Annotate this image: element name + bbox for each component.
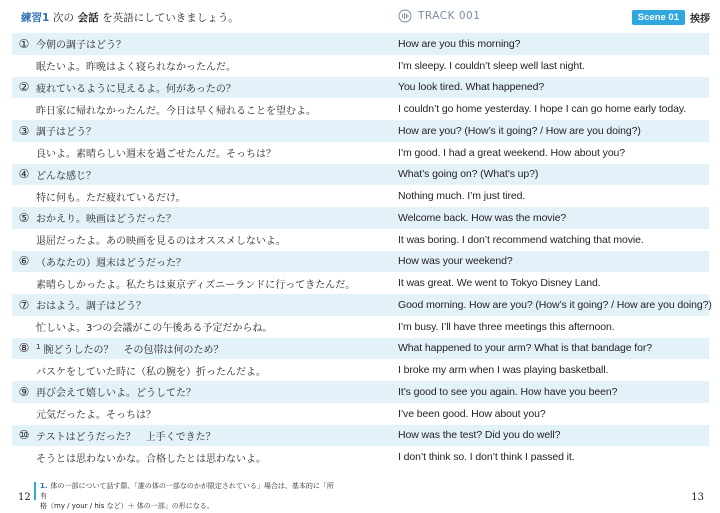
answer-row [12,55,709,77]
footnote-bar [34,482,36,500]
page-number-right: 13 [691,492,704,503]
japanese-text [36,363,266,378]
scene-badge: Scene 01 [632,10,685,25]
japanese-sentence: テストはどうだった？ 上手くできた？ [36,431,216,443]
answer-row [12,185,709,207]
page-header [0,0,720,32]
english-translation: I’m good. I had a great weekend. How about you? [398,146,626,159]
question-row [12,381,709,403]
item-number: ⑦ [18,297,30,312]
question-row [12,207,709,229]
english-translation: How was your weekend? [398,255,513,268]
english-translation: Good morning. How are you? (How’s it going? / How are you doing?) [398,298,712,311]
japanese-text [36,276,355,291]
question-row [12,251,709,273]
japanese-sentence: 再び会えて嬉しいよ。どうしてた？ [36,388,196,400]
english-translation: How was the test? Did you do well? [398,429,561,442]
answer-row [12,316,709,338]
japanese-text [36,210,176,225]
answer-row [12,272,709,294]
dialogue-table [12,33,712,468]
english-translation: How are you? (How’s it going? / How are you doing?) [398,124,641,137]
japanese-text [36,297,146,312]
japanese-sentence: 今朝の調子はどう？ [36,40,126,52]
japanese-sentence: 腕どうしたの？ その包帯は何のため？ [43,344,224,356]
exercise-heading [21,10,239,25]
exercise-label: 練習1 [21,12,50,24]
instruction-keyword: 会話 [77,12,99,24]
english-translation: Welcome back. How was the movie? [398,211,567,224]
japanese-sentence: 特に何も。ただ疲れているだけ。 [36,192,186,204]
english-translation: I’m busy. I’ll have three meetings this afternoon. [398,320,615,333]
japanese-sentence: どんな感じ？ [36,170,96,182]
japanese-text [36,58,236,73]
japanese-text [36,232,286,247]
page-number-left: 12 [18,492,31,503]
footnote-marker: 1 [36,342,41,351]
footnote-line-2: 格（my / your / his など）＋ 体の一部」の形になる。 [40,502,214,510]
answer-row [12,403,709,425]
japanese-text [36,428,216,443]
japanese-text [36,102,316,117]
japanese-text [36,145,276,160]
japanese-text [36,384,196,399]
scene-header [632,10,710,25]
english-translation: What happened to your arm? What is that bandage for? [398,342,652,355]
japanese-sentence: 良いよ。素晴らしい週末を過ごせたんだ。そっちは？ [36,149,276,161]
japanese-text [36,450,266,465]
english-translation: It’s good to see you again. How have you been? [398,385,618,398]
question-row [12,338,709,360]
question-row [12,77,709,99]
english-translation: Nothing much. I’m just tired. [398,190,526,203]
page-footer [0,478,720,513]
track-label: TRACK 001 [418,10,481,22]
item-number: ② [18,80,30,95]
japanese-sentence: おかえり。映画はどうだった？ [36,214,176,226]
footnote-number: 1. [40,482,48,490]
instruction-prefix: 次の [52,12,74,24]
item-number: ④ [18,167,30,182]
japanese-text [36,254,186,269]
question-row [12,164,709,186]
audio-track [398,9,480,23]
english-translation: I don’t think so. I don’t think I passed it. [398,451,575,464]
english-translation: It was boring. I don’t recommend watching that movie. [398,233,644,246]
answer-row [12,142,709,164]
japanese-sentence: 忙しいよ。3つの会議がこの午後ある予定だからね。 [36,323,273,335]
japanese-text [36,319,272,334]
english-translation: How are you this morning? [398,37,521,50]
japanese-sentence: バスケをしていた時に（私の腕を）折ったんだよ。 [36,366,266,378]
japanese-sentence: 昨日家に帰れなかったんだ。今日は早く帰れることを望むよ。 [36,105,316,117]
japanese-text [36,406,156,421]
item-number: ⑤ [18,210,30,225]
scene-title: 挨拶 [690,14,710,25]
japanese-sentence: 調子はどう？ [36,127,96,139]
english-translation: I broke my arm when I was playing basketball. [398,364,609,377]
japanese-sentence: 元気だったよ。そっちは？ [36,410,156,422]
japanese-sentence: （あなたの）週末はどうだった？ [36,257,186,269]
instruction-suffix: を英語にしていきましょう。 [102,12,239,24]
question-row [12,120,709,142]
answer-row [12,98,709,120]
question-row [12,294,712,316]
japanese-sentence: そうとは思わないかな。合格したとは思わないよ。 [36,453,266,465]
japanese-sentence: 疲れているように見えるよ。何があったの？ [36,83,236,95]
question-row [12,33,709,55]
japanese-sentence: 素晴らしかったよ。私たちは東京ディズニーランドに行ってきたんだ。 [36,279,356,291]
japanese-text [36,123,96,138]
question-row [12,425,709,447]
japanese-text [36,80,236,95]
item-number: ③ [18,123,30,138]
item-number: ⑧ [18,341,30,356]
english-translation: I couldn’t go home yesterday. I hope I can go home early today. [398,103,687,116]
english-translation: I’m sleepy. I couldn’t sleep well last night. [398,59,585,72]
audio-icon [398,9,412,23]
english-translation: I’ve been good. How about you? [398,407,546,420]
item-number: ① [18,36,30,51]
japanese-sentence: おはよう。調子はどう？ [36,301,146,313]
item-number: ⑥ [18,254,30,269]
english-translation: It was great. We went to Tokyo Disney Land. [398,277,601,290]
japanese-text [36,189,186,204]
japanese-text [36,36,126,51]
answer-row [12,359,709,381]
japanese-sentence: 退屈だったよ。あの映画を見るのはオススメしないよ。 [36,236,286,248]
japanese-text [36,341,223,356]
item-number: ⑩ [18,428,30,443]
item-number: ⑨ [18,384,30,399]
answer-row [12,446,709,468]
english-translation: You look tired. What happened? [398,81,545,94]
footnote [40,481,340,511]
japanese-sentence: 眠たいよ。昨晩はよく寝られなかったんだ。 [36,62,236,74]
footnote-line-1: 体の一部について話す際、「誰の体の一部なのかが限定されている」場合は、基本的に「所有 [40,482,334,500]
japanese-text [36,167,96,182]
answer-row [12,229,709,251]
english-translation: What’s going on? (What’s up?) [398,168,539,181]
